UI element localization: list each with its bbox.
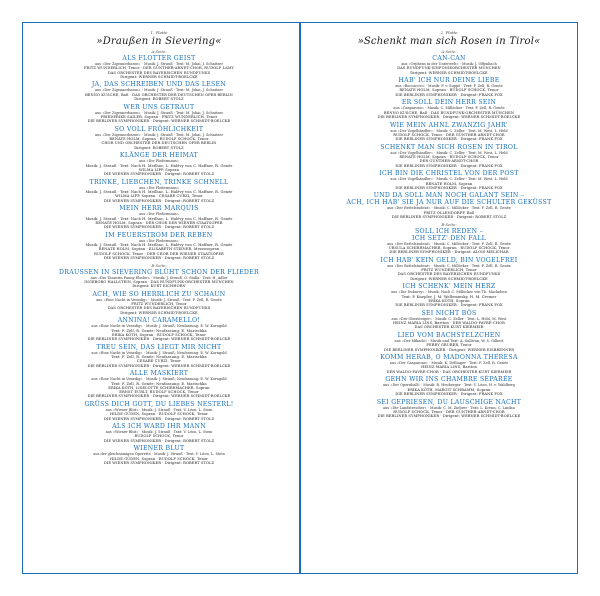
track-title: WIE MEIN AHNL ZWANZIG JAHR' bbox=[389, 121, 508, 129]
side-label: B-Seite: bbox=[151, 262, 167, 268]
track-title: GEHN WIR INS CHAMBRE SÉPARÉE bbox=[385, 376, 513, 384]
track-title: ICH SETZ' DEN FALL bbox=[411, 234, 487, 242]
track-credit: DIE BERLINER SYMPHONIKER · Dirigent: WERNER SCHMIDT-BOELCKE bbox=[87, 394, 231, 399]
track-credit: aus »Eine Nacht in Venedig« · Musik: J. Strauß; Neufassung: E. W. Korngold bbox=[91, 377, 227, 382]
track-entry bbox=[30, 232, 288, 260]
track-title: ALS FLOTTER GEIST bbox=[122, 55, 196, 62]
track-entry bbox=[30, 370, 288, 398]
track-title: ALLE MASKIERT bbox=[129, 370, 189, 378]
track-credit: DIE WIENER SYMPHONIKER · Dirigent: ROBERT STOLZ bbox=[103, 225, 215, 230]
track-credit: aus »Die Fledermaus« bbox=[139, 212, 179, 217]
track-title: KOMM HERAB, O MADONNA THERESA bbox=[380, 354, 518, 362]
track-credit: aus »Die Landstreicher« · Musik: C. M. Ziehrer · Text: L. Krenn, C. Lindau bbox=[383, 405, 515, 410]
record-label: 1. Platte bbox=[150, 30, 168, 35]
track-credit: DIE BERLINER SYMPHONIKER · Dirigent: WERNER EISBRENNER bbox=[383, 347, 515, 352]
track-credit: Dirigent: KURT EICHHORN bbox=[132, 284, 186, 289]
track-entry bbox=[320, 399, 578, 419]
track-credit: aus »Der Zigeunerbaron« · Musik: J. Strauß · Text: M. Jokai, J. Schnitzer bbox=[94, 62, 224, 66]
track-title: SEI GEPRIESEN, DU LAUSCHIGE NACHT bbox=[376, 398, 522, 406]
track-entry bbox=[30, 126, 288, 150]
track-entry bbox=[320, 310, 578, 330]
side-label: B-Seite: bbox=[441, 221, 457, 227]
track-entry bbox=[30, 152, 288, 176]
track-credit: DIE BERLINER SYMPHONIKER · Dirigent: WERNER SCHMIDT-BOELCKE bbox=[87, 119, 231, 124]
track-credit: DIE BERLINER SYMPHONIKER · Dirigent: FRANK FOX bbox=[395, 92, 503, 97]
track-credit: DIE WIENER SYMPHONIKER · Dirigent: ROBERT STOLZ bbox=[103, 460, 215, 465]
track-entry bbox=[30, 179, 288, 203]
track-credit: DIE WIENER SYMPHONIKER · Dirigent: ROBERT STOLZ bbox=[103, 255, 215, 260]
track-entry bbox=[320, 283, 578, 307]
track-entry bbox=[30, 401, 288, 421]
track-credit: RENATE HOLM, Sopran · DER CHOR DER WIENER STAATSOPER bbox=[95, 220, 223, 225]
track-credit: INGEBORG HALLSTEIN, Sopran · DAS RUNDFUNK-ORCHESTER MÜNCHEN bbox=[84, 279, 234, 284]
track-entry bbox=[30, 423, 288, 443]
track-credit: Dirigent: WERNER SCHMIDT-BOELCKE bbox=[410, 276, 488, 281]
track-entry bbox=[320, 144, 578, 168]
track-credit: aus »Die Fledermaus« bbox=[139, 159, 179, 164]
track-entry bbox=[320, 77, 578, 97]
track-entry bbox=[320, 192, 578, 199]
track-credit: aus »Eine Nacht in Venedig« · Musik: J. Strauß; Neufassung: E. W. Korngold bbox=[91, 350, 227, 355]
track-credit: DIE BERLINER SYMPHONIKER · Dirigent: FRANK FOX bbox=[395, 163, 503, 168]
track-credit: Dirigent: WERNER SCHMIDT-BOELCKE bbox=[120, 74, 198, 79]
track-entry bbox=[30, 269, 288, 289]
record-title: »Schenkt man sich Rosen in Tirol« bbox=[357, 36, 541, 47]
track-credit: Musik: J. Strauß · Text: Nach H. Meilhac, L. Halévy von C. Haffner, R. Genée bbox=[85, 190, 233, 195]
track-entry bbox=[320, 257, 578, 281]
track-credit: aus »Der Bettelstudent« · Musik: C. Millöcker · Text: F. Zell, R. Genée bbox=[387, 241, 511, 246]
track-credit: RUDOLF SCHOCK, Tenor bbox=[134, 434, 184, 439]
track-entry bbox=[30, 344, 288, 368]
track-credit: HEINZ MARIA LINS, Bariton bbox=[421, 365, 477, 370]
track-credit: DIE WIENER SYMPHONIKER · Dirigent: ROBERT STOLZ bbox=[103, 416, 215, 421]
track-credit: DAS RUNDFUNK-SINFONIEORCHESTER MÜNCHEN bbox=[397, 66, 501, 71]
track-credit: DIE BERLINER SYMPHONIKER · Dirigent: WERNER SCHMIDT-BOELCKE bbox=[87, 337, 231, 342]
track-title: CAN-CAN bbox=[432, 55, 466, 62]
track-entry bbox=[320, 354, 578, 374]
track-credit: Text: P. Knepler, J. M. Welleminsky, H. M. Cremer bbox=[401, 294, 497, 299]
track-credit: FERRY GRUBER, Tenor bbox=[426, 343, 472, 348]
track-title: WIENER BLUT bbox=[133, 445, 185, 453]
track-title: ALS ICH WARD IHR MANN bbox=[112, 423, 206, 431]
track-title: SCHENKT MAN SICH ROSEN IN TIROL bbox=[380, 143, 518, 151]
track-credit: DIE BERLINER SYMPHONIKER · Dirigent: FRANK FOX bbox=[395, 303, 503, 308]
track-credit: BENNO KUSCHE, Baß · DAS RUNDFUNK-ORCHESTER MÜNCHEN bbox=[383, 110, 515, 115]
track-title: ACH, WIE SO HERRLICH ZU SCHAUN bbox=[92, 290, 226, 298]
track-title: UND DA SOLL MAN NOCH GALANT SEIN – bbox=[373, 192, 525, 200]
track-credit: aus »Boccaccio« · Musik: F. v. Suppé · Text: F. Zell, R. Genée bbox=[395, 84, 503, 89]
side-label: A-Seite: bbox=[151, 49, 167, 54]
column-divider bbox=[299, 22, 301, 574]
track-credit: DER WALDO-FAVRE-CHOR · DAS ORCHESTER KURT KIERMEIR bbox=[386, 369, 512, 374]
track-credit: RENATE HOLM, Sopran · RUDOLF SCHOCK, Tenor bbox=[109, 137, 209, 142]
track-credit: aus »Der Opernball« · Musik: R. Heuberger · Text: V. Léon, H. v. Waldberg bbox=[383, 383, 515, 388]
track-credit: aus »Der Bettelstudent« · Musik: C. Millöcker · Text: F. Zell, R. Genée bbox=[387, 263, 511, 268]
side-label: A-Seite: bbox=[441, 49, 457, 54]
track-credit: ERIKA KÖTH, Sopran bbox=[428, 298, 470, 303]
track-entry bbox=[30, 81, 288, 101]
track-credit: aus »Der Gasparone« · Musik: K. Dellinger · Text: F. Zell, R. Genée bbox=[389, 361, 509, 366]
track-credit: DIE WIENER SYMPHONIKER · Dirigent: ROBERT STOLZ bbox=[103, 198, 215, 203]
track-title: GRÜSS DICH GOTT, DU LIEBES NESTERL! bbox=[84, 401, 234, 408]
track-credit: DIE BERLINER SYMPHONIKER · Dirigent: WERNER SCHMIDT-BOELCKE bbox=[87, 363, 231, 368]
left-column bbox=[30, 30, 288, 468]
track-credit: aus »Eine Nacht in Venedig« · Musik: J. Strauß · Text: F. Zell, R. Genée bbox=[96, 297, 222, 302]
track-entry bbox=[30, 55, 288, 79]
track-credit: aus »Die Fledermaus« bbox=[139, 185, 179, 190]
track-title: ACH, ICH HAB' SIE JA NUR AUF DIE SCHULTER GEKÜSST bbox=[346, 199, 552, 207]
track-credit: HILDE GÜDEN, Sopran · RUDOLF SCHOCK, Tenor bbox=[110, 456, 208, 461]
track-credit: DIE BERLINER SYMPHONIKER · Dirigent: FRANK FOX bbox=[395, 137, 503, 142]
track-credit: DIE BERLINER SYMPHONIKER · Dirigent: FRANK FOX bbox=[395, 185, 503, 190]
track-credit: ERIKA KÖTH, LISELOTTE SCHIRRMACHER, Sopran bbox=[108, 385, 210, 390]
track-credit: aus »Der Bettelstudent« · Musik: C. Millöcker · Text: F. Zell, R. Genée bbox=[387, 206, 511, 211]
track-credit: BENNO KUSCHE, Baß · DAS ORCHESTER DER DEUTSCHEN OPER BERLIN bbox=[85, 92, 233, 97]
track-list bbox=[320, 49, 578, 418]
track-entry bbox=[30, 104, 288, 124]
track-credit: aus »Der Zigeunerbaron« · Musik: J. Strauß · Text: M. Jokai, J. Schnitzer bbox=[94, 132, 224, 137]
track-credit: RUDOLF SCHOCK, Tenor · DER CHOR DER WIENER STAATSOPER bbox=[94, 251, 224, 256]
track-credit: RENATE HOLM, Sopran · RUDOLF SCHOCK, Tenor bbox=[399, 88, 499, 93]
track-credit: Musik: J. Strauß · Text: Nach H. Meilhac, L. Halévy von C. Haffner, R. Genée bbox=[85, 216, 233, 221]
track-credit: Musik: J. Strauß · Text: Nach H. Meilhac, L. Halévy von C. Haffner, R. Genée bbox=[85, 163, 233, 168]
track-title: KLÄNGE DER HEIMAT bbox=[119, 152, 199, 160]
track-credit: RUDOLF SCHOCK, Tenor · DER GÜNTHER-ARNDT-CHOR bbox=[393, 132, 505, 137]
track-entry bbox=[30, 445, 288, 465]
track-credit: aus »Die Tänzerin Fanny Elssler« · Musik: J. Strauß, O. Stalla · Text: H. Adler bbox=[90, 275, 228, 280]
track-credit: Dirigent: ROBERT STOLZ bbox=[134, 145, 184, 150]
track-credit: HILDE GÜDEN, Sopran · RUDOLF SCHOCK, Tenor bbox=[110, 412, 208, 417]
track-credit: DAS ORCHESTER DES BAYERISCHEN RUNDFUNKS bbox=[107, 306, 211, 311]
record-label: 2. Platte bbox=[440, 30, 458, 35]
track-entry bbox=[30, 205, 288, 229]
track-credit: aus »Die Dubarry« · Musik: Nach C. Millöcker von Th. Mackeben bbox=[391, 290, 507, 295]
track-credit: DIE BERLINER SYMPHONIKER · Dirigent: WERNER SCHMIDT-BOELCKE bbox=[377, 414, 521, 419]
track-credit: aus »Orpheus in der Unterwelt« · Musik: J. Offenbach bbox=[401, 62, 497, 66]
track-credit: FRITZ WUNDERLICH, Tenor bbox=[421, 268, 477, 273]
track-credit: DIE BERLINER SYMPHONIKER · Dirigent: ROBERT STOLZ bbox=[391, 215, 507, 220]
track-entry bbox=[320, 228, 578, 235]
track-list bbox=[30, 49, 288, 465]
track-title: IM FEUERSTROM DER REBEN bbox=[105, 231, 213, 239]
track-credit: aus »Der Vogelhändler« · Musik: C. Zeller · Text: M. West, L. Held bbox=[390, 177, 508, 182]
track-entry bbox=[320, 235, 578, 255]
track-title: MEIN HERR MARQUIS bbox=[119, 205, 199, 213]
track-credit: aus »Der Vogelhändler« · Musik: C. Zeller · Text: M. West, L. Held bbox=[390, 128, 508, 133]
track-credit: ERIKA KÖTH, Sopran · RUDOLF SCHOCK, Tenor bbox=[111, 332, 207, 337]
track-credit: WILMA LIPP, Sopran · CESARE CURZI, Tenor bbox=[115, 194, 203, 199]
track-title: HAB' ICH NUR DEINE LIEBE bbox=[398, 77, 500, 85]
record-title: »Draußen in Sievering« bbox=[96, 36, 222, 47]
track-title: SOLL ICH REDEN – bbox=[415, 227, 483, 235]
track-title: TRINKE, LIEBCHEN, TRINKE SCHNELL bbox=[89, 178, 229, 186]
track-credit: Text: F. Zell, R. Genée; Neufassung: E. Marischka bbox=[111, 328, 207, 333]
track-credit: DAS ORCHESTER KURT KIERMEIR bbox=[414, 325, 484, 330]
track-entry bbox=[320, 376, 578, 396]
track-credit: RUDOLF SCHOCK, Tenor · DER GÜNTHER-ARNDT-CHOR bbox=[393, 409, 505, 414]
track-credit: WILMA LIPP, Sopran bbox=[138, 167, 179, 172]
track-entry bbox=[320, 122, 578, 142]
track-credit: aus »Der Zigeunerbaron« · Musik: J. Strauß · Text: M. Jokai, J. Schnitzer bbox=[94, 88, 224, 93]
track-credit: DIE WIENER SYMPHONIKER · Dirigent: ROBERT STOLZ bbox=[103, 172, 215, 177]
track-title: JA, DAS SCHREIBEN UND DAS LESEN bbox=[91, 81, 227, 89]
track-title: SO VOLL FRÖHLICHKEIT bbox=[114, 125, 204, 133]
track-credit: aus »Der Vogelhändler« · Musik: C. Zeller · Text: M. West, L. Held bbox=[390, 150, 508, 155]
track-title: ICH BIN DIE CHRISTEL VON DER POST bbox=[379, 170, 519, 178]
track-credit: aus »Der Mikado« · Musik und Text: A. Sullivan, W. S. Gilbert bbox=[394, 338, 504, 343]
track-entry bbox=[30, 291, 288, 315]
track-credit: DIE BERLINER SYMPHONIKER · Dirigent: WERNER SCHMIDT-BOELCKE bbox=[377, 114, 521, 119]
track-credit: FRIEDERIKE SAILER, Sopran · FRITZ WUNDERLICH, Tenor bbox=[100, 114, 218, 119]
track-credit: aus »Gasparone« · Musik: C. Millöcker · Text: F. Zell, R. Genée bbox=[393, 106, 505, 111]
track-title: ICH HAB' KEIN GELD, BIN VOGELFREI bbox=[380, 256, 518, 264]
track-credit: DAS ORCHESTER DES BAYERISCHEN RUNDFUNKS bbox=[107, 70, 211, 75]
track-credit: aus »Wiener Blut« · Musik: J. Strauß · Text: V. Léon, L. Stein bbox=[105, 430, 213, 435]
track-credit: Musik: J. Strauß · Text: Nach H. Meilhac, L. Halévy von C. Haffner, R. Genée bbox=[85, 243, 233, 248]
track-title: TREU SEIN, DAS LIEGT MIR NICHT bbox=[96, 343, 222, 351]
track-title: WER UNS GETRAUT bbox=[123, 103, 195, 111]
track-credit: CESARE CURZI, Tenor bbox=[137, 359, 181, 364]
track-title: LIED VOM BACHSTELZCHEN bbox=[397, 331, 501, 339]
track-credit: Text: F. Zell, R. Genée; Neufassung: E. Marischka bbox=[111, 355, 207, 360]
track-credit: ERIKA KÖTH, MARGIT SCHRAMM, Sopran bbox=[407, 387, 491, 392]
track-credit: Text: F. Zell, R. Genée; Neufassung: E. Marischka bbox=[111, 381, 207, 386]
track-entry bbox=[30, 317, 288, 341]
track-title: ER SOLL DEIN HERR SEIN bbox=[401, 99, 497, 107]
track-title: ANNINA! CARAMELLO! bbox=[117, 317, 201, 325]
track-credit: Dirigent: WERNER SCHMIDT-BOELCKE bbox=[120, 310, 198, 315]
track-credit: Dirigent: WERNER SCHMIDT-BOELCKE bbox=[410, 70, 488, 75]
track-credit: FRITZ OLLENDORFF, Baß bbox=[423, 210, 475, 215]
track-credit: DIE BERLINER SYMPHONIKER · Dirigent: ALOIS MELICHAR bbox=[389, 250, 509, 255]
track-entry bbox=[320, 170, 578, 190]
track-credit: RENATE HOLM, Sopran · ELISABETH STEINER, Mezzosopran bbox=[98, 247, 220, 252]
track-credit: RENATE HOLM, Sopran bbox=[425, 181, 473, 186]
track-credit: FRITZ WUNDERLICH, Tenor bbox=[131, 302, 187, 307]
track-credit: DIE BERLINER SYMPHONIKER · Dirigent: FRANK FOX bbox=[395, 391, 503, 396]
track-credit: Dirigent: ROBERT STOLZ bbox=[134, 97, 184, 102]
track-credit: URSULA SCHIRRMACHER, Sopran · RUDOLF SCHOCK, Tenor bbox=[388, 245, 510, 250]
track-title: ICH SCHENK' MEIN HERZ bbox=[402, 283, 496, 291]
track-credit: FRITZ WUNDERLICH, Tenor · DER GÜNTHER-ARNDT-CHOR, RUDOLF LAMY bbox=[83, 66, 235, 71]
track-credit: DAS ORCHESTER DES BAYERISCHEN RUNDFUNKS bbox=[397, 272, 501, 277]
track-credit: aus »Der Zigeunerbaron« · Musik: J. Strauß · Text: M. Jokai, J. Schnitzer bbox=[94, 110, 224, 115]
track-credit: aus »Der Obersteiger« · Musik: C. Zeller · Text: L. Held, M. West bbox=[391, 316, 507, 321]
track-entry bbox=[320, 199, 578, 219]
track-credit: aus der gleichnamigen Operette · Musik: J. Strauß · Text: V. Léon, L. Stein bbox=[93, 452, 225, 457]
track-credit: DER GÜNTHER-ARNDT-CHOR bbox=[419, 159, 479, 164]
track-credit: HEINZ MARIA LINS, Bariton · DER WALDO-FAVRE-CHOR bbox=[393, 321, 505, 326]
track-credit: aus »Die Fledermaus« bbox=[139, 238, 179, 243]
track-credit: aus »Eine Nacht in Venedig« · Musik: J. Strauß; Neufassung: E. W. Korngold bbox=[91, 324, 227, 329]
track-credit: RENATE HOLM, Sopran · RUDOLF SCHOCK, Tenor bbox=[399, 155, 499, 160]
track-credit: DIE WIENER SYMPHONIKER · Dirigent: ROBERT STOLZ bbox=[103, 438, 215, 443]
right-column bbox=[320, 30, 578, 421]
track-entry bbox=[320, 55, 578, 75]
track-credit: CHOR UND ORCHESTER DER DEUTSCHEN OPER BERLIN bbox=[101, 141, 217, 146]
track-credit: ERNST EURLT, RUDOLF SCHOCK, Tenor bbox=[119, 390, 199, 395]
track-title: DRAUSSEN IN SIEVERING BLÜHT SCHON DER FLIEDER bbox=[59, 268, 259, 276]
track-entry bbox=[320, 99, 578, 119]
track-entry bbox=[320, 332, 578, 352]
track-title: SEI NICHT BÖS bbox=[421, 309, 477, 317]
track-credit: aus »Wiener Blut« · Musik: J. Strauß · Text: V. Léon, L. Stein bbox=[105, 408, 213, 412]
